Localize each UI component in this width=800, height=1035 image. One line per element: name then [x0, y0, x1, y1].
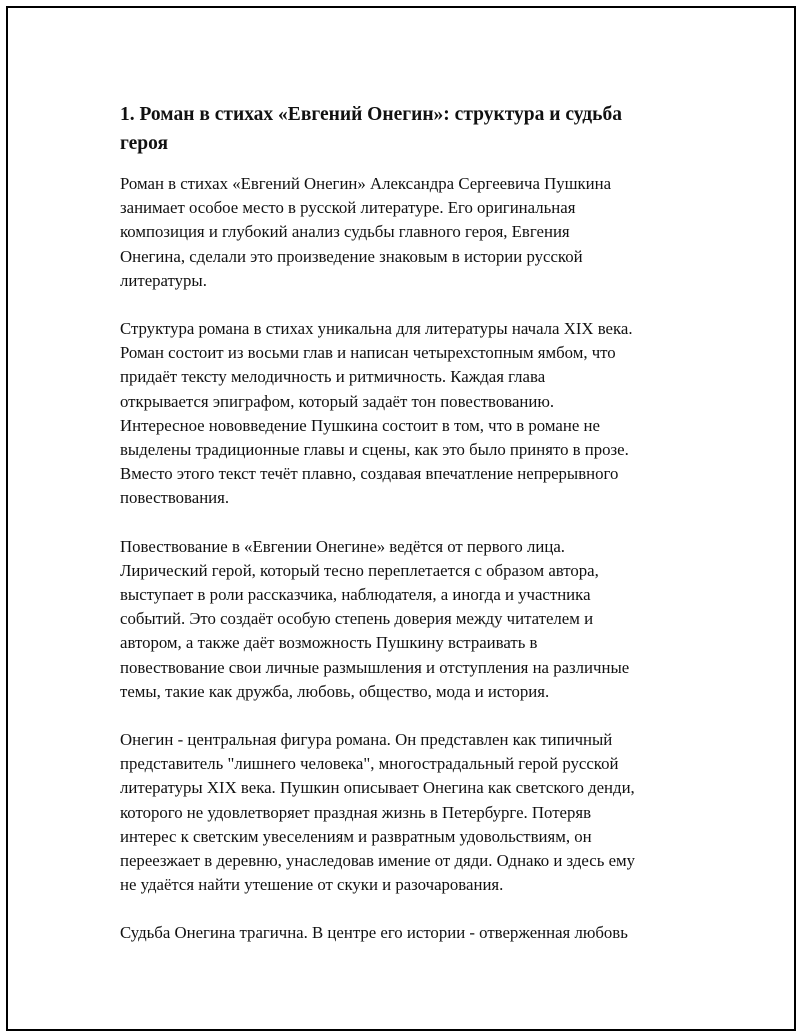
document-body — [120, 100, 700, 970]
paragraph-structure: Структура романа в стихах уникальна для литературы начала XIX века. Роман состоит из восьми глав и написан четырехстопным ямбом, что придаёт тексту мелодичность и ритмичность. Каждая глава открывается эпиграфом, который задаёт тон повествованию. Интересное нововведение Пушкина состоит в том, что в романе не выделены традиционные главы и сцены, как это было принято в прозе. Вместо этого текст течёт плавно, создавая впечатление непрерывного повествования. — [120, 319, 633, 508]
paragraph-intro: Роман в стихах «Евгений Онегин» Александра Сергеевича Пушкина занимает особое место в русской литературе. Его оригинальная композиция и глубокий анализ судьбы главного героя, Евгения Онегина, сделали это произведение знаковым в истории русской литературы. — [120, 174, 612, 290]
paragraph-onegin: Онегин - центральная фигура романа. Он представлен как типичный представитель "лишнего человека", многострадальный герой русской литературы XIX века. Пушкин описывает Онегина как светского денди, которого не удовлетворяет праздная жизнь в Петербурге. Потеряв интерес к светским увеселениям и развратным удовольствиям, он переезжает в деревню, унаследовав имение от дяди. Однако и здесь ему не удаётся найти утешение от скуки и разочарования. — [120, 730, 636, 895]
paragraph-fate: Судьба Онегина трагична. В центре его истории - отверженная любовь — [120, 923, 628, 943]
section-heading: 1. Роман в стихах «Евгений Онегин»: структура и судьба героя — [120, 104, 622, 154]
paragraph-narration: Повествование в «Евгении Онегине» ведётся от первого лица. Лирический герой, который тесно переплетается с образом автора, выступает в роли рассказчика, наблюдателя, а иногда и участника событий. Это создаёт особую степень доверия между читателем и автором, а также даёт возможность Пушкину встраивать в повествование свои личные размышления и отступления на различные темы, такие как дружба, любовь, общество, мода и история. — [120, 536, 630, 701]
page-frame — [6, 6, 796, 1031]
